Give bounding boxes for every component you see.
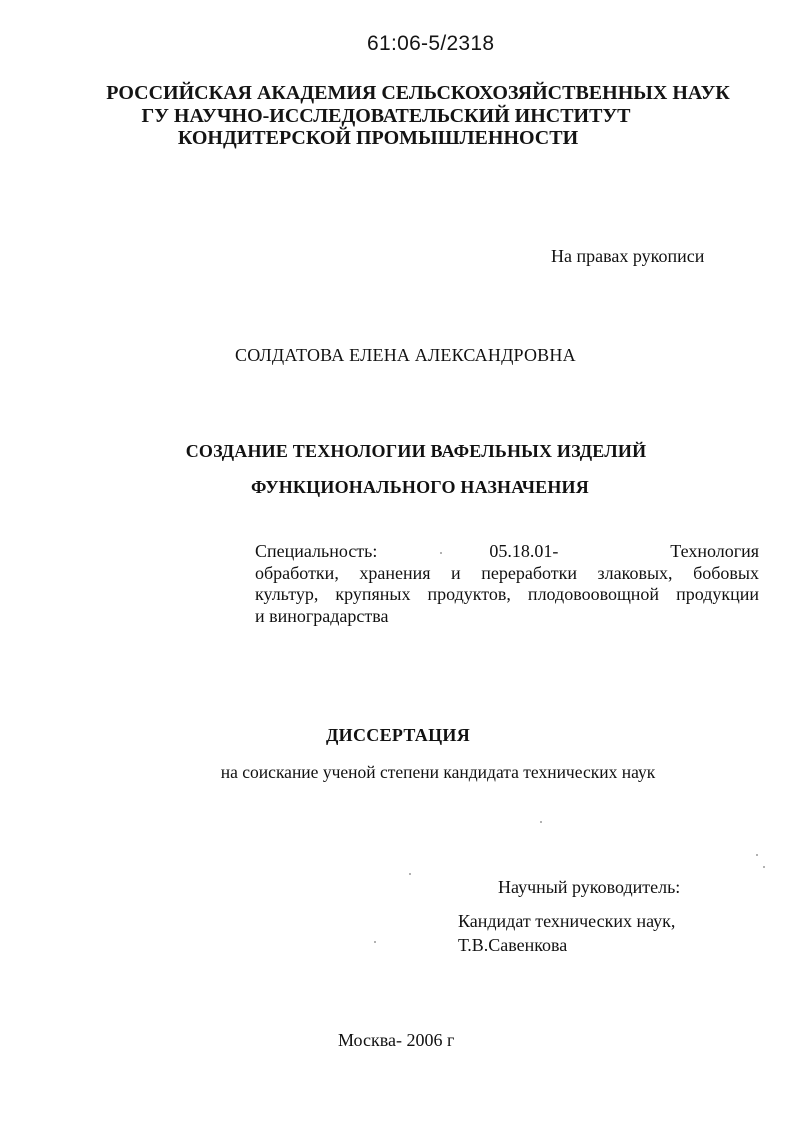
- supervisor-name: Т.В.Савенкова: [458, 935, 568, 955]
- scan-speck: [409, 873, 411, 875]
- specialty-name-start: Технология: [670, 541, 759, 561]
- specialty-first-line: [255, 541, 759, 563]
- thesis-title-line-2: ФУНКЦИОНАЛЬНОГО НАЗНАЧЕНИЯ: [251, 477, 589, 497]
- manuscript-rights-note: На правах рукописи: [551, 246, 705, 266]
- organization-line-2: ГУ НАУЧНО-ИССЛЕДОВАТЕЛЬСКИЙ ИНСТИТУТ: [141, 105, 631, 127]
- document-type: ДИССЕРТАЦИЯ: [325, 725, 470, 745]
- specialty-label: Специальность:: [255, 541, 378, 561]
- scan-speck: [540, 821, 542, 823]
- scan-speck: [440, 552, 442, 554]
- specialty-line-2: обработки, хранения и переработки злаковых, бобовых: [255, 562, 759, 583]
- specialty-code: 05.18.01-: [489, 541, 559, 561]
- degree-statement: на соискание ученой степени кандидата технических наук: [220, 762, 656, 782]
- thesis-title-line-1: СОЗДАНИЕ ТЕХНОЛОГИИ ВАФЕЛЬНЫХ ИЗДЕЛИЙ: [185, 441, 647, 461]
- catalog-number: 61:06-5/2318: [367, 32, 495, 55]
- city-year: Москва- 2006 г: [338, 1030, 455, 1050]
- supervisor-degree: Кандидат технических наук,: [458, 911, 676, 931]
- scan-speck: [763, 866, 765, 868]
- organization-line-3: КОНДИТЕРСКОЙ ПРОМЫШЛЕННОСТИ: [177, 127, 579, 149]
- scan-speck: [374, 941, 376, 943]
- organization-line-1: РОССИЙСКАЯ АКАДЕМИЯ СЕЛЬСКОХОЗЯЙСТВЕННЫХ НАУК: [106, 82, 730, 104]
- scan-speck: [756, 854, 758, 856]
- supervisor-label: Научный руководитель:: [498, 877, 681, 897]
- author-name: СОЛДАТОВА ЕЛЕНА АЛЕКСАНДРОВНА: [235, 345, 576, 365]
- specialty-line-3: культур, крупяных продуктов, плодовоовощной продукции: [255, 584, 759, 604]
- specialty-line-4: и виноградарства: [255, 605, 389, 626]
- specialty-block: [255, 541, 759, 627]
